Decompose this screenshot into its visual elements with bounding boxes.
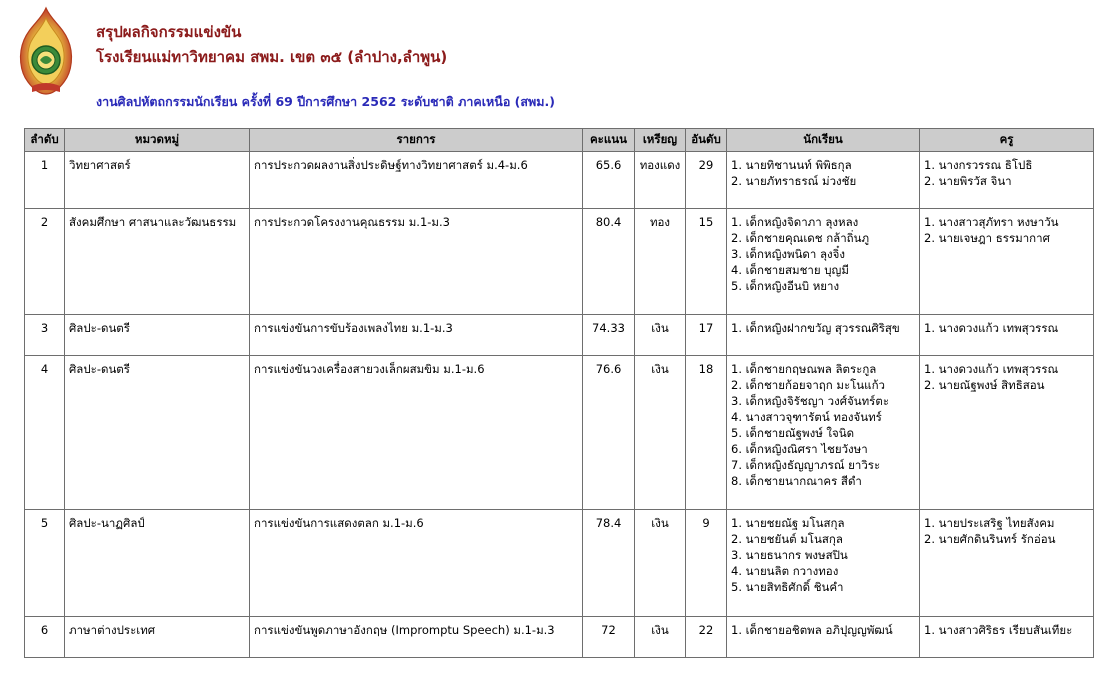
- name-list-item: 5. นายสิทธิศักดิ์ ชินคำ: [731, 580, 844, 594]
- row-students: [727, 356, 920, 510]
- row-no: 5: [25, 510, 65, 617]
- row-score: 76.6: [583, 356, 635, 510]
- row-students: [727, 209, 920, 315]
- row-event: การแข่งขันพูดภาษาอังกฤษ (Impromptu Speech) ม.1-ม.3: [250, 617, 583, 658]
- name-list-item: 6. เด็กหญิงณิศรา ไชยวังษา: [731, 442, 868, 456]
- row-teachers: [920, 356, 1094, 510]
- column-header-score: คะแนน: [583, 129, 635, 152]
- name-list-item: 8. เด็กชายนากณาคร สีดำ: [731, 474, 862, 488]
- column-header-event: รายการ: [250, 129, 583, 152]
- row-category: ศิลปะ-ดนตรี: [65, 356, 250, 510]
- name-list-item: 2. เด็กชายก้อยจาฤก มะโนแก้ว: [731, 378, 886, 392]
- row-category: สังคมศึกษา ศาสนาและวัฒนธรรม: [65, 209, 250, 315]
- name-list-item: 2. นายเจษฎา ธรรมากาศ: [924, 231, 1050, 245]
- name-list-item: 5. เด็กชายณัฐพงษ์ ใจนิด: [731, 426, 855, 440]
- name-list-item: 1. นางดวงแก้ว เทพสุวรรณ: [924, 321, 1059, 335]
- row-no: 6: [25, 617, 65, 658]
- row-teachers: [920, 152, 1094, 209]
- name-list-item: 4. นางสาวจุฑารัตน์ ทองจันทร์: [731, 410, 882, 424]
- row-category: วิทยาศาสตร์: [65, 152, 250, 209]
- name-list-item: 1. เด็กชายอชิตพล อภิปุญญพัฒน์: [731, 623, 893, 637]
- name-list-item: 2. นายณัฐพงษ์ สิทธิสอน: [924, 378, 1045, 392]
- school-emblem-icon: [16, 6, 76, 96]
- name-list-item: 4. เด็กชายสมชาย บุญมี: [731, 263, 849, 277]
- name-list-item: 1. นางสาวศิริธร เรียบสันเทียะ: [924, 623, 1073, 637]
- name-list-item: 1. นางสาวสุภัทรา หงษาวัน: [924, 215, 1059, 229]
- row-event: การแข่งขันการแสดงตลก ม.1-ม.6: [250, 510, 583, 617]
- name-list-item: 1. เด็กหญิงจิดาภา ลุงหลง: [731, 215, 859, 229]
- page-header: [0, 0, 1112, 125]
- column-header-rank: อันดับ: [686, 129, 727, 152]
- table-row: [25, 510, 1094, 617]
- name-list-item: 3. เด็กหญิงจิรัชญา วงศ์จันทร์ตะ: [731, 394, 889, 408]
- name-list-item: 1. นายทิชานนท์ พิพิธกุล: [731, 158, 852, 172]
- name-list-item: 3. นายธนากร พงษสปิน: [731, 548, 848, 562]
- name-list-item: 1. นายประเสริฐ ไทยสังคม: [924, 516, 1055, 530]
- column-header-category: หมวดหมู่: [65, 129, 250, 152]
- row-students: [727, 152, 920, 209]
- row-event: การประกวดโครงงานคุณธรรม ม.1-ม.3: [250, 209, 583, 315]
- row-students: [727, 315, 920, 356]
- page-title: สรุปผลกิจกรรมแข่งขัน: [96, 23, 242, 41]
- row-category: ศิลปะ-นาฏศิลป์: [65, 510, 250, 617]
- name-list-item: 2. เด็กชายคุณเดช กล้าถิ่นภู: [731, 231, 870, 245]
- results-table: [24, 128, 1094, 658]
- row-rank: 29: [686, 152, 727, 209]
- name-list-item: 1. เด็กหญิงฝากขวัญ สุวรรณศิริสุข: [731, 321, 900, 335]
- table-row: [25, 152, 1094, 209]
- row-no: 4: [25, 356, 65, 510]
- row-medal: เงิน: [635, 510, 686, 617]
- table-header-row: [25, 129, 1094, 152]
- row-score: 78.4: [583, 510, 635, 617]
- row-score: 74.33: [583, 315, 635, 356]
- name-list-item: 4. นายนลิต กวางทอง: [731, 564, 839, 578]
- name-list-item: 2. นายภัทราธรณ์ ม่วงชัย: [731, 174, 857, 188]
- row-rank: 15: [686, 209, 727, 315]
- row-medal: เงิน: [635, 617, 686, 658]
- column-header-students: นักเรียน: [727, 129, 920, 152]
- table-row: [25, 209, 1094, 315]
- name-list-item: 2. นายชยันต์ มโนสกุล: [731, 532, 843, 546]
- row-score: 80.4: [583, 209, 635, 315]
- table-row: [25, 356, 1094, 510]
- row-score: 72: [583, 617, 635, 658]
- table-row: [25, 617, 1094, 658]
- event-subtitle: งานศิลปหัตถกรรมนักเรียน ครั้งที่ 69 ปีการศึกษา 2562 ระดับชาติ ภาคเหนือ (สพม.): [96, 94, 555, 109]
- row-score: 65.6: [583, 152, 635, 209]
- row-no: 1: [25, 152, 65, 209]
- name-list-item: 1. นายชยณัฐ มโนสกุล: [731, 516, 845, 530]
- row-medal: เงิน: [635, 315, 686, 356]
- row-no: 3: [25, 315, 65, 356]
- name-list-item: 2. นายพิรวัส จินา: [924, 174, 1012, 188]
- row-no: 2: [25, 209, 65, 315]
- row-event: การแข่งขันวงเครื่องสายวงเล็กผสมขิม ม.1-ม.6: [250, 356, 583, 510]
- name-list-item: 3. เด็กหญิงพนิดา ลุงจิ๋ง: [731, 247, 846, 261]
- row-event: การแข่งขันการขับร้องเพลงไทย ม.1-ม.3: [250, 315, 583, 356]
- row-teachers: [920, 209, 1094, 315]
- table-body: [25, 152, 1094, 658]
- name-list-item: 1. นางกรวรรณ ธิโปธิ: [924, 158, 1033, 172]
- row-medal: ทอง: [635, 209, 686, 315]
- column-header-no: ลำดับ: [25, 129, 65, 152]
- name-list-item: 5. เด็กหญิงอีนบิ หยาง: [731, 279, 840, 293]
- row-event: การประกวดผลงานสิ่งประดิษฐ์ทางวิทยาศาสตร์ ม.4-ม.6: [250, 152, 583, 209]
- row-teachers: [920, 617, 1094, 658]
- name-list-item: 1. เด็กชายกฤษณพล ลิตระกูล: [731, 362, 877, 376]
- name-list-item: 1. นางดวงแก้ว เทพสุวรรณ: [924, 362, 1059, 376]
- row-category: ภาษาต่างประเทศ: [65, 617, 250, 658]
- column-header-medal: เหรียญ: [635, 129, 686, 152]
- table-row: [25, 315, 1094, 356]
- row-category: ศิลปะ-ดนตรี: [65, 315, 250, 356]
- name-list-item: 7. เด็กหญิงธัญญาภรณ์ ยาวิระ: [731, 458, 881, 472]
- row-medal: เงิน: [635, 356, 686, 510]
- row-rank: 22: [686, 617, 727, 658]
- row-rank: 9: [686, 510, 727, 617]
- row-rank: 17: [686, 315, 727, 356]
- row-rank: 18: [686, 356, 727, 510]
- row-medal: ทองแดง: [635, 152, 686, 209]
- row-teachers: [920, 315, 1094, 356]
- row-students: [727, 510, 920, 617]
- column-header-teachers: ครู: [920, 129, 1094, 152]
- school-name: โรงเรียนแม่ทาวิทยาคม สพม. เขต ๓๕ (ลำปาง,ลำพูน): [96, 48, 448, 66]
- row-teachers: [920, 510, 1094, 617]
- row-students: [727, 617, 920, 658]
- name-list-item: 2. นายศักดินรินทร์ รักอ่อน: [924, 532, 1056, 546]
